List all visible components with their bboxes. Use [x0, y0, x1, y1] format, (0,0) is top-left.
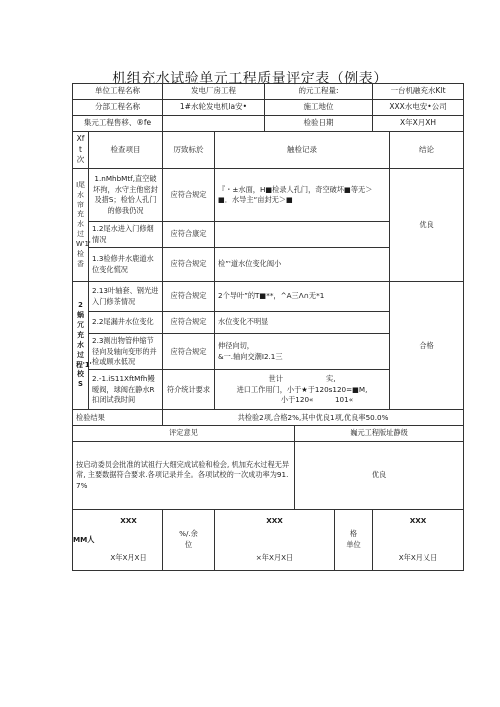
- info-row-1: [73, 84, 464, 100]
- opinion-row: [73, 441, 464, 509]
- check-record: 水位变化不明显: [215, 312, 390, 334]
- check-item: 2.2尾漏井水位变化: [89, 312, 163, 334]
- check-item: 1.nMhbMtf,直空破坏拘，水守主他密封及措S；检恰人孔门的修我仍况: [89, 169, 163, 222]
- group1-label: I尾 水帘 充水 过 W'1' 检香: [73, 169, 89, 282]
- inspection-date-label: 检验日期: [265, 115, 373, 131]
- result-label: 检验结果: [73, 410, 163, 426]
- signature-label-3: 格 单位: [335, 509, 373, 570]
- page-title: 机组充水试验单元工程质量评定表（例表）: [112, 71, 388, 87]
- signature-name-1: XXX: [120, 515, 137, 525]
- unit-project-value: 发电厂房工程: [163, 84, 265, 100]
- col-standard: 厉致标於: [163, 131, 215, 169]
- check-standard: 应符合规定: [163, 282, 215, 312]
- record-line-1: 世计 实,: [268, 374, 336, 384]
- signature-cell-1: [73, 509, 163, 570]
- result-text: 共检验2项,合格2%,其中优良1项,优良率50.0%: [163, 410, 464, 426]
- check-standard: 应符合规定: [163, 334, 215, 370]
- check-standard: 应符合规定: [163, 248, 215, 282]
- signature-date-3: X年X月乂日: [398, 553, 438, 563]
- unit-quantity-value: 一台机融充水Klt: [373, 84, 464, 100]
- info-row-3: [73, 115, 464, 131]
- opinion-text: 按启动委员会批准的试祖行大细完成试验和检会, 机加充水过程无异常, 主要数据符合要求.各项记录并全。各项试校的一次成功率为91.7%: [73, 441, 295, 509]
- check-item: 1.3检修井水鹿道水位变化慌况: [89, 248, 163, 282]
- signature-date-1: X年X月X日: [110, 553, 147, 563]
- subproject-value: 1#水轮发电机la安•: [163, 99, 265, 115]
- check-record: 『・±水面，H■检录人孔门，奇空破坏■等无＞■．水导主“亩封无＞■: [215, 169, 390, 222]
- construction-unit-value: XXX水电安•公司: [373, 99, 464, 115]
- opinion-header: 评定意见: [73, 426, 295, 441]
- opinion-header-row: [73, 426, 464, 441]
- check-record: 伸径向切， &一.轴向交潮I2.1三: [215, 334, 390, 370]
- table-row: [73, 282, 464, 312]
- table-row: [73, 169, 464, 222]
- record-line-3: 小于120« 101«: [280, 395, 354, 405]
- col-item: 检查项目: [89, 131, 163, 169]
- signature-date-2: ×年X月X日: [255, 553, 294, 563]
- check-standard: 应符合康定: [163, 222, 215, 248]
- group1-conclusion: 优良: [390, 169, 464, 282]
- quality-grade: 优良: [295, 441, 464, 509]
- check-item: 1.2尾水进入门修烟情况: [89, 222, 163, 248]
- col-record: 触检记录: [215, 131, 390, 169]
- element-project-value: [163, 115, 265, 131]
- element-project-label: 集元工程售移、®fe: [73, 115, 163, 131]
- signature-cell-3: [373, 509, 464, 570]
- signature-label-1: MM人: [73, 534, 95, 544]
- unit-quantity-label: 的元工程量:: [265, 84, 373, 100]
- record-line-2: 进口工作用门，小于★于120s120=■M,: [236, 384, 368, 394]
- signature-name-2: XXX: [266, 515, 283, 525]
- column-header-row: [73, 131, 464, 169]
- check-standard: 应符合规定: [163, 312, 215, 334]
- group2-conclusion: 合格: [390, 282, 464, 410]
- check-record: 2个导叶”的T■**，^A三Λ∩无*1: [215, 282, 390, 312]
- grade-header: 巍元工程版址静级: [295, 426, 464, 441]
- check-record: 检”'道水位变化阀小: [215, 248, 390, 282]
- group2-label: 2 蜗冗 充水 过 程'1' 校 S: [73, 282, 89, 410]
- check-item: 2.3测出物管仲缩节径向及轴向变形的并检或顾水低况: [89, 334, 163, 370]
- check-record: [215, 222, 390, 248]
- check-standard: 应符合规定: [163, 169, 215, 222]
- check-item: 2.-1.iS11XftMfh鳗暧阀，球阀在静水R扣闭试我时间: [89, 370, 163, 410]
- signature-cell-2: [215, 509, 335, 570]
- signature-name-3: XXX: [409, 515, 427, 525]
- check-item: 2.13叶轴套、钢光进入门修茶情况: [89, 282, 163, 312]
- col-conclusion: 结论: [390, 131, 464, 169]
- col-no: Xft 次: [73, 131, 89, 169]
- check-standard: 符介统计要求: [163, 370, 215, 410]
- inspection-date-value: X年X月XH: [373, 115, 464, 131]
- check-record: [215, 370, 390, 410]
- construction-unit-label: 施工地位: [265, 99, 373, 115]
- signature-row: [73, 509, 464, 570]
- unit-project-label: 单位工程名称: [73, 84, 163, 100]
- result-row: [73, 410, 464, 426]
- signature-label-2: %/.余 位: [163, 509, 215, 570]
- info-row-2: [73, 99, 464, 115]
- subproject-label: 分部工程名称: [73, 99, 163, 115]
- evaluation-table: [72, 83, 464, 571]
